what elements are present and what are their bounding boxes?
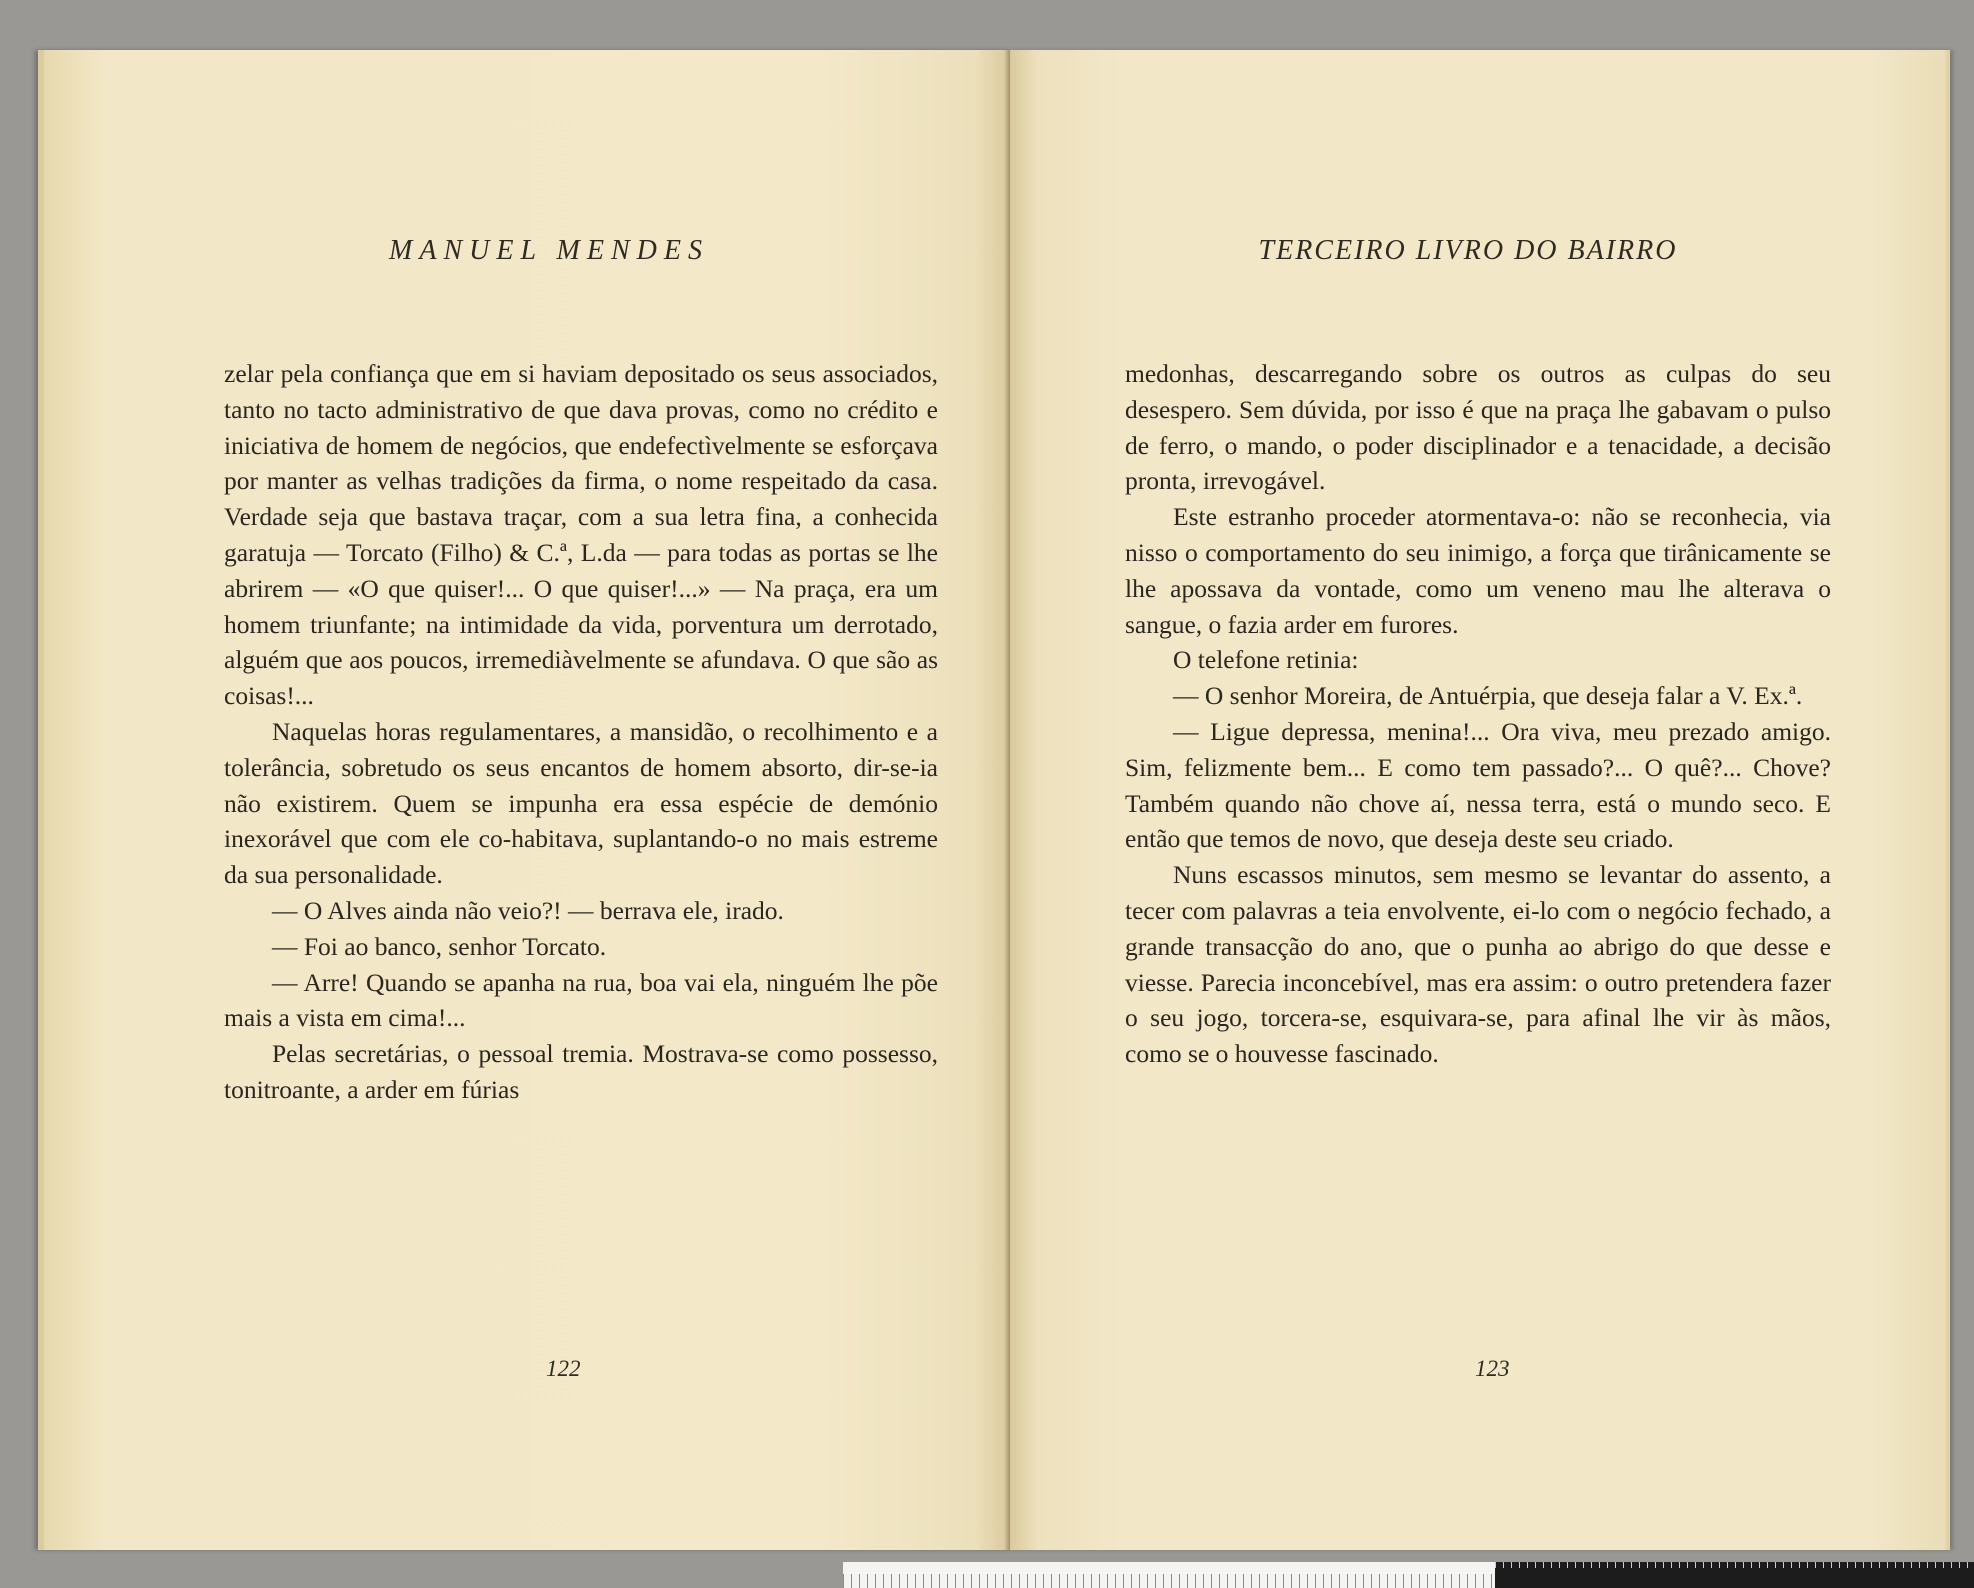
ruler-light-segment [843, 1562, 1495, 1588]
right-page-body [1125, 356, 1831, 1072]
right-page [1010, 50, 1950, 1550]
paragraph: — O Alves ainda não veio?! — berrava ele, irado. [272, 895, 784, 925]
paragraph: Este estranho proceder atormentava-o: não se reconhecia, via nisso o comportamento do seu inimigo, a força que tirânicamente se lhe apossava da vontade, como um veneno mau lhe alterava o sangue, o fazia arder em furores. [1125, 502, 1831, 639]
paragraph: O telefone retinia: [1173, 645, 1359, 675]
running-head-title: TERCEIRO LIVRO DO BAIRRO [1258, 235, 1678, 266]
paragraph: Nuns escassos minutos, sem mesmo se levantar do assento, a tecer com palavras a teia envolvente, ei-lo com o negócio fechado, a grande transacção do ano, que o punha ao abrigo do que desse e viesse. Parecia inconcebível, mas era assim: o outro pretendera fazer o seu jogo, torcera-se, esquivara-se, para afinal lhe vir às mãos, como se o houvesse fascinado. [1125, 860, 1831, 1069]
page-number: 123 [1475, 1356, 1510, 1381]
paragraph: — Arre! Quando se apanha na rua, boa vai ela, ninguém lhe põe mais a vista em cima!... [224, 967, 938, 1033]
scale-ruler [843, 1562, 1974, 1588]
page-number: 122 [546, 1356, 581, 1381]
paragraph: — Ligue depressa, menina!... Ora viva, meu prezado amigo. Sim, felizmente bem... E como tem passado?... O quê?... Chove? Também quando não chove aí, nessa terra, está o mundo seco. E então que temos de novo, que deseja deste seu criado. [1125, 716, 1831, 854]
paragraph: — O senhor Moreira, de Antuérpia, que deseja falar a V. Ex.ª. [1173, 681, 1803, 711]
ruler-dark-segment [1495, 1562, 1974, 1588]
paragraph: Pelas secretárias, o pessoal tremia. Mostrava-se como possesso, tonitroante, a arder em fúrias [224, 1039, 938, 1104]
left-page-body [224, 356, 938, 1108]
paragraph: Naquelas horas regulamentares, a mansidão, o recolhimento e a tolerância, sobretudo os seus encantos de homem absorto, dir-se-ia não existirem. Quem se impunha era essa espécie de demónio inexorável que com ele co-habitava, suplantando-o no mais estreme da sua personalidade. [224, 716, 938, 890]
running-head-author: MANUEL MENDES [389, 235, 709, 266]
paragraph: zelar pela confiança que em si haviam depositado os seus associados, tanto no tacto administrativo de que dava provas, como no crédito e iniciativa de homem de negócios, que endefectìvelmente se esforçava por manter as velhas tradições da firma, o nome respeitado da casa. Verdade seja que bastava traçar, com a sua letra fina, a conhecida garatuja — Torcato (Filho) & C.ª, L.da — para todas as portas se lhe abrirem — «O que quiser!... O que quiser!...» — Na praça, era um homem triunfante; na intimidade da vida, porventura um derrotado, alguém que aos poucos, irremediàvelmente se afundava. O que são as coisas!... [224, 359, 938, 711]
paragraph: — Foi ao banco, senhor Torcato. [272, 931, 607, 961]
paragraph: medonhas, descarregando sobre os outros as culpas do seu desespero. Sem dúvida, por isso é que na praça lhe gabavam o pulso de ferro, o mando, o poder disciplinador e a tenacidade, a decisão pronta, irrevogável. [1125, 359, 1831, 496]
left-page [38, 50, 1014, 1550]
open-book [38, 50, 1950, 1550]
